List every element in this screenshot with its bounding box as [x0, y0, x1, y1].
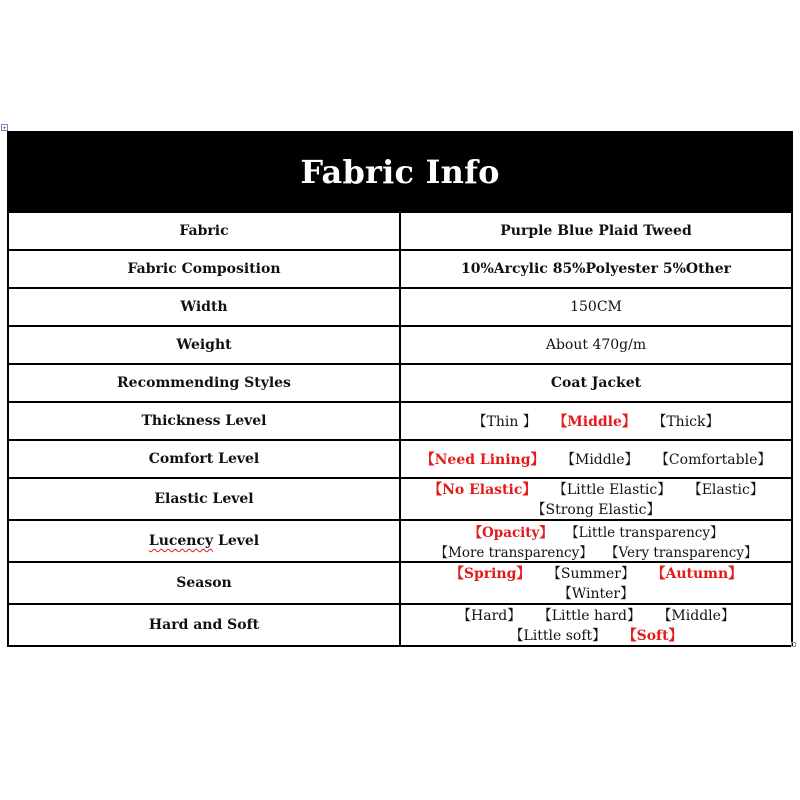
- row-label: [8, 520, 400, 562]
- row-label: Fabric Composition: [8, 250, 400, 288]
- level-option: 【Middle】: [657, 608, 735, 624]
- spellcheck-word: Lucency: [148, 533, 214, 549]
- level-option: 【Little transparency】: [565, 525, 724, 541]
- level-options: [400, 440, 792, 478]
- table-row: [8, 562, 792, 604]
- level-option: 【Thick】: [652, 414, 720, 430]
- level-option: 【Little soft】: [509, 628, 607, 644]
- table-row: [8, 604, 792, 646]
- level-option: 【Comfortable】: [654, 452, 772, 468]
- level-option: 【Thin 】: [472, 414, 537, 430]
- level-options: [400, 478, 792, 520]
- level-option: 【No Elastic】: [428, 482, 537, 498]
- level-option: 【Summer】: [546, 566, 635, 582]
- table-title: Fabric Info: [8, 132, 792, 212]
- table-row: [8, 520, 792, 562]
- row-label: Weight: [8, 326, 400, 364]
- level-option: 【Middle】: [553, 414, 636, 430]
- level-option: 【Soft】: [622, 628, 683, 644]
- table-row: [8, 364, 792, 402]
- row-label: Hard and Soft: [8, 604, 400, 646]
- level-option: 【Spring】: [449, 566, 531, 582]
- table-row: [8, 250, 792, 288]
- row-label: Thickness Level: [8, 402, 400, 440]
- level-option: 【Hard】: [457, 608, 522, 624]
- level-options: [400, 562, 792, 604]
- level-option: 【Winter】: [557, 586, 635, 602]
- level-option: 【Little hard】: [537, 608, 641, 624]
- level-options: [400, 402, 792, 440]
- table-row: [8, 326, 792, 364]
- level-option: 【Need Lining】: [420, 452, 545, 468]
- table-row: [8, 440, 792, 478]
- row-label: Recommending Styles: [8, 364, 400, 402]
- level-options: [400, 520, 792, 562]
- table-row: [8, 478, 792, 520]
- level-option: 【Middle】: [560, 452, 639, 468]
- row-value: 10%Arcylic 85%Polyester 5%Other: [400, 250, 792, 288]
- fabric-info-table: [7, 131, 793, 647]
- table-header-row: [8, 132, 792, 212]
- row-value: Purple Blue Plaid Tweed: [400, 212, 792, 250]
- level-option: 【Very transparency】: [605, 545, 758, 561]
- row-label: Elastic Level: [8, 478, 400, 520]
- table-move-handle-icon[interactable]: +: [2, 125, 8, 132]
- level-options: [400, 604, 792, 646]
- table-resize-handle[interactable]: [791, 642, 796, 647]
- row-value: Coat Jacket: [400, 364, 792, 402]
- level-option: 【More transparency】: [434, 545, 593, 561]
- row-value: 150CM: [400, 288, 792, 326]
- row-label: Season: [8, 562, 400, 604]
- row-label: Fabric: [8, 212, 400, 250]
- table-row: [8, 288, 792, 326]
- row-label: Comfort Level: [8, 440, 400, 478]
- level-option: 【Strong Elastic】: [531, 502, 661, 518]
- row-value: About 470g/m: [400, 326, 792, 364]
- level-option: 【Elastic】: [687, 482, 764, 498]
- row-label: Width: [8, 288, 400, 326]
- level-option: 【Little Elastic】: [552, 482, 672, 498]
- level-option: 【Opacity】: [468, 525, 553, 541]
- level-option: 【Autumn】: [651, 566, 743, 582]
- table-row: [8, 212, 792, 250]
- label-suffix: Level: [213, 533, 260, 549]
- table-row: [8, 402, 792, 440]
